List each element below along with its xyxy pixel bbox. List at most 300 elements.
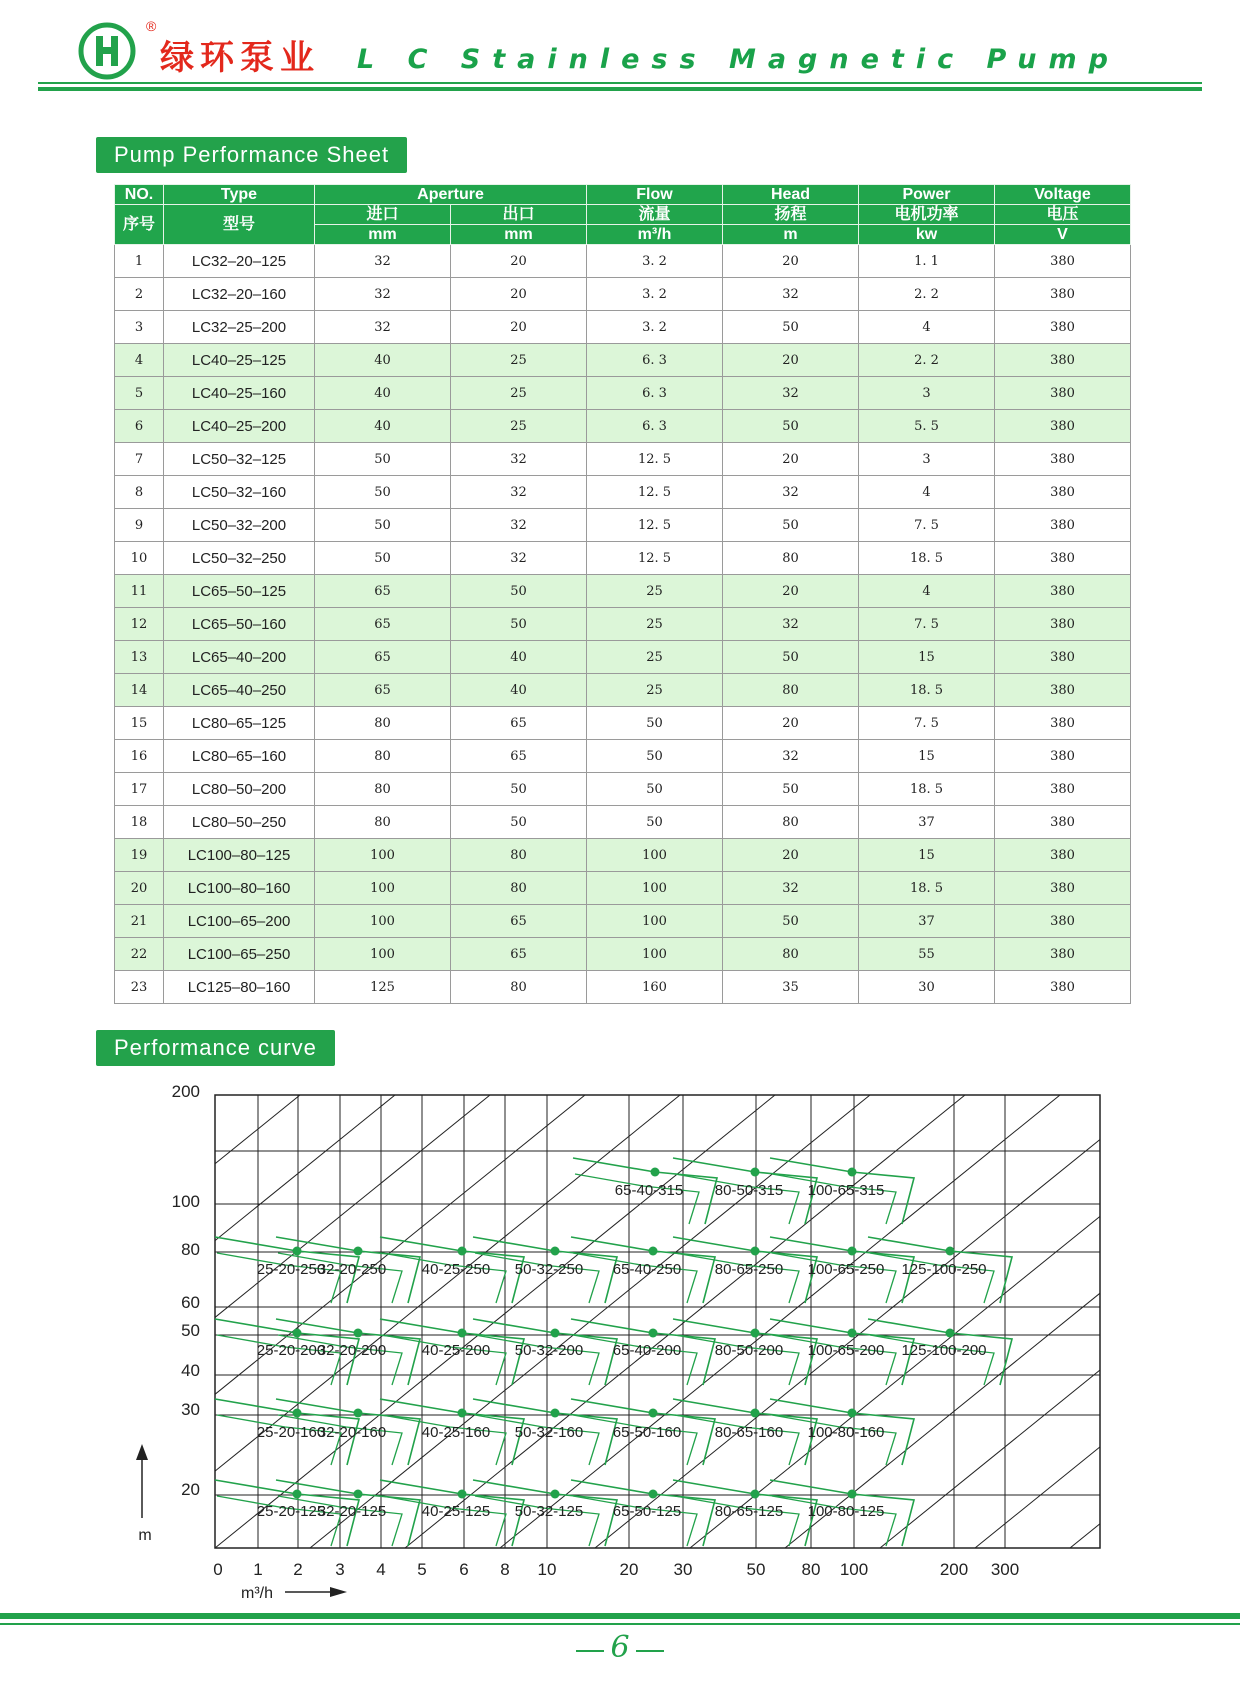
table-cell: LC40–25–125: [164, 344, 315, 377]
pump-duty-point: [751, 1247, 760, 1256]
col-aperture: Aperture: [315, 185, 587, 205]
x-tick-label: 30: [673, 1560, 693, 1579]
table-cell: 80: [315, 773, 451, 806]
table-cell: LC40–25–160: [164, 377, 315, 410]
table-cell: 10: [115, 542, 164, 575]
table-cell: 100: [315, 905, 451, 938]
pump-duty-point: [458, 1409, 467, 1418]
pump-curve-label: 100-80-160: [807, 1424, 885, 1441]
table-cell: 3: [859, 377, 995, 410]
table-cell: 23: [115, 971, 164, 1004]
pump-duty-point: [649, 1329, 658, 1338]
brand-name: 绿环泵业: [160, 38, 320, 78]
pump-curve-label: 25-20-250: [256, 1261, 326, 1278]
table-cell: 50: [587, 740, 723, 773]
table-cell: LC32–20–125: [164, 245, 315, 278]
pump-curve-label: 50-32-200: [514, 1342, 584, 1359]
table-cell: 80: [723, 806, 859, 839]
table-cell: LC65–40–250: [164, 674, 315, 707]
pump-duty-point: [551, 1329, 560, 1338]
table-cell: 380: [995, 641, 1131, 674]
table-cell: 160: [587, 971, 723, 1004]
table-cell: 22: [115, 938, 164, 971]
y-tick-label: 30: [181, 1400, 200, 1419]
col-no-cn: 序号: [115, 205, 164, 245]
table-cell: 2: [115, 278, 164, 311]
y-unit-label: m: [138, 1527, 152, 1544]
table-cell: 40: [451, 674, 587, 707]
table-cell: 6: [115, 410, 164, 443]
table-cell: 50: [451, 773, 587, 806]
iso-power-line: [785, 1095, 1240, 1548]
table-cell: 3: [115, 311, 164, 344]
table-cell: 50: [587, 707, 723, 740]
pump-curve-label: 65-50-125: [612, 1503, 682, 1520]
table-cell: 32: [315, 311, 451, 344]
y-tick-label: 100: [171, 1192, 200, 1211]
table-cell: 25: [587, 641, 723, 674]
table-cell: 380: [995, 377, 1131, 410]
pump-curve-label: 65-40-200: [612, 1342, 682, 1359]
table-cell: 40: [315, 377, 451, 410]
pump-duty-point: [751, 1168, 760, 1177]
pump-curve-label: 40-25-200: [421, 1342, 491, 1359]
table-cell: 50: [723, 905, 859, 938]
table-cell: 32: [723, 608, 859, 641]
table-cell: 20: [451, 311, 587, 344]
table-cell: LC125–80–160: [164, 971, 315, 1004]
iso-power-line: [0, 1095, 300, 1548]
table-cell: LC100–65–200: [164, 905, 315, 938]
x-tick-label: 0: [213, 1560, 223, 1579]
table-cell: 40: [315, 344, 451, 377]
table-cell: 80: [315, 806, 451, 839]
table-cell: 380: [995, 707, 1131, 740]
table-cell: 25: [587, 608, 723, 641]
table-cell: 65: [315, 608, 451, 641]
table-cell: 6. 3: [587, 377, 723, 410]
table-cell: 80: [723, 938, 859, 971]
table-cell: 50: [723, 641, 859, 674]
y-axis-arrowhead: [136, 1444, 148, 1460]
table-cell: 32: [315, 245, 451, 278]
iso-power-line: [120, 1095, 680, 1548]
table-cell: 7. 5: [859, 608, 995, 641]
table-cell: 380: [995, 872, 1131, 905]
table-cell: 50: [315, 509, 451, 542]
table-cell: 32: [723, 740, 859, 773]
table-cell: 100: [587, 905, 723, 938]
chart-frame: [215, 1095, 1100, 1548]
table-cell: 32: [723, 476, 859, 509]
x-tick-label: 300: [990, 1560, 1020, 1579]
table-cell: 3: [859, 443, 995, 476]
table-cell: 17: [115, 773, 164, 806]
pump-curve-label: 80-50-200: [714, 1342, 784, 1359]
table-cell: 380: [995, 542, 1131, 575]
table-cell: 25: [451, 410, 587, 443]
pump-duty-point: [848, 1409, 857, 1418]
table-cell: 50: [315, 542, 451, 575]
pump-curve-label: 65-40-250: [612, 1261, 682, 1278]
table-cell: 7. 5: [859, 707, 995, 740]
table-cell: 3. 2: [587, 278, 723, 311]
table-cell: 100: [315, 872, 451, 905]
table-cell: 12. 5: [587, 443, 723, 476]
table-cell: 380: [995, 311, 1131, 344]
table-cell: 100: [315, 839, 451, 872]
table-cell: LC65–50–125: [164, 575, 315, 608]
table-cell: 380: [995, 575, 1131, 608]
table-cell: 6. 3: [587, 410, 723, 443]
table-cell: 2. 2: [859, 278, 995, 311]
table-cell: 18. 5: [859, 773, 995, 806]
pump-curve-label: 100-65-315: [807, 1182, 885, 1199]
table-cell: 20: [723, 443, 859, 476]
x-tick-label: 8: [500, 1560, 510, 1579]
pump-curve-label: 40-25-160: [421, 1424, 491, 1441]
table-cell: 380: [995, 443, 1131, 476]
table-cell: LC80–65–125: [164, 707, 315, 740]
col-inlet-cn: 进口: [315, 205, 451, 225]
table-cell: 13: [115, 641, 164, 674]
col-flow: Flow: [587, 185, 723, 205]
pump-duty-point: [848, 1329, 857, 1338]
y-tick-label: 50: [181, 1321, 200, 1340]
x-unit-label: m³/h: [241, 1585, 273, 1602]
table-cell: 18. 5: [859, 542, 995, 575]
table-cell: 3. 2: [587, 311, 723, 344]
table-cell: 25: [587, 575, 723, 608]
table-cell: 380: [995, 773, 1131, 806]
col-power: Power: [859, 185, 995, 205]
unit-head: m: [723, 225, 859, 245]
unit-voltage: V: [995, 225, 1131, 245]
table-cell: 32: [451, 443, 587, 476]
iso-power-line: [595, 1095, 1155, 1548]
table-cell: 65: [451, 905, 587, 938]
table-cell: 100: [587, 839, 723, 872]
y-tick-label: 60: [181, 1293, 200, 1312]
table-cell: 12: [115, 608, 164, 641]
pump-duty-point: [354, 1409, 363, 1418]
table-cell: 50: [587, 773, 723, 806]
pump-curve-label: 25-20-200: [256, 1342, 326, 1359]
table-cell: 50: [451, 608, 587, 641]
table-cell: 20: [451, 245, 587, 278]
table-cell: 50: [587, 806, 723, 839]
table-cell: 125: [315, 971, 451, 1004]
table-cell: 40: [451, 641, 587, 674]
table-cell: 37: [859, 905, 995, 938]
iso-power-line: [0, 1095, 490, 1548]
table-cell: LC80–50–250: [164, 806, 315, 839]
pump-duty-point: [751, 1490, 760, 1499]
table-cell: 6. 3: [587, 344, 723, 377]
pump-duty-point: [551, 1490, 560, 1499]
pump-duty-point: [458, 1247, 467, 1256]
table-cell: 11: [115, 575, 164, 608]
pump-duty-point: [946, 1247, 955, 1256]
table-cell: 12. 5: [587, 476, 723, 509]
pump-duty-point: [551, 1247, 560, 1256]
table-cell: 380: [995, 344, 1131, 377]
table-cell: LC100–65–250: [164, 938, 315, 971]
header-title: L C Stainless Magnetic Pump: [356, 44, 1120, 75]
table-cell: 4: [859, 311, 995, 344]
table-cell: 80: [451, 971, 587, 1004]
table-cell: 20: [115, 872, 164, 905]
table-cell: 30: [859, 971, 995, 1004]
table-cell: 380: [995, 839, 1131, 872]
iso-power-line: [1165, 1095, 1240, 1548]
table-cell: 50: [451, 806, 587, 839]
table-cell: 7: [115, 443, 164, 476]
pump-curve-label: 25-20-125: [256, 1503, 326, 1520]
sheet-title: Pump Performance Sheet: [96, 137, 407, 173]
table-cell: 18. 5: [859, 674, 995, 707]
pump-duty-point: [649, 1247, 658, 1256]
table-cell: 100: [587, 872, 723, 905]
iso-power-line: [0, 1095, 205, 1548]
pump-duty-point: [293, 1329, 302, 1338]
x-tick-label: 5: [417, 1560, 427, 1579]
col-head-cn: 扬程: [723, 205, 859, 225]
unit-inlet: mm: [315, 225, 451, 245]
pump-duty-point: [946, 1329, 955, 1338]
pump-curve-label: 25-20-160: [256, 1424, 326, 1441]
table-cell: 4: [115, 344, 164, 377]
iso-power-line: [25, 1095, 585, 1548]
x-tick-label: 200: [939, 1560, 969, 1579]
pump-curve-label: 100-65-200: [807, 1342, 885, 1359]
y-tick-label: 80: [181, 1240, 200, 1259]
pump-duty-point: [848, 1168, 857, 1177]
col-no: NO.: [115, 185, 164, 205]
table-cell: LC50–32–160: [164, 476, 315, 509]
pump-duty-point: [354, 1490, 363, 1499]
table-cell: 19: [115, 839, 164, 872]
table-cell: 100: [587, 938, 723, 971]
table-cell: 15: [115, 707, 164, 740]
x-tick-label: 3: [335, 1560, 345, 1579]
table-cell: 7. 5: [859, 509, 995, 542]
pump-curve-label: 80-50-315: [714, 1182, 784, 1199]
table-cell: 80: [315, 740, 451, 773]
pump-duty-point: [649, 1490, 658, 1499]
pump-duty-point: [651, 1168, 660, 1177]
table-cell: 380: [995, 509, 1131, 542]
pump-curve-label: 65-50-160: [612, 1424, 682, 1441]
page-number: 6: [610, 1630, 630, 1665]
table-cell: 25: [587, 674, 723, 707]
x-tick-label: 2: [293, 1560, 303, 1579]
table-cell: 16: [115, 740, 164, 773]
table-cell: 40: [315, 410, 451, 443]
table-cell: 380: [995, 245, 1131, 278]
x-tick-label: 1: [253, 1560, 263, 1579]
pump-curve-label: 50-32-160: [514, 1424, 584, 1441]
y-tick-label: 40: [181, 1361, 200, 1380]
table-cell: 65: [451, 938, 587, 971]
pump-curve-label: 50-32-125: [514, 1503, 584, 1520]
y-tick-label: 20: [181, 1480, 200, 1499]
pump-curve-label: 32-20-160: [317, 1424, 387, 1441]
pump-curve-label: 32-20-250: [317, 1261, 387, 1278]
table-cell: 80: [451, 839, 587, 872]
iso-power-line: [880, 1095, 1240, 1548]
table-cell: 14: [115, 674, 164, 707]
table-cell: 50: [723, 509, 859, 542]
pump-duty-point: [551, 1409, 560, 1418]
pump-duty-point: [354, 1329, 363, 1338]
table-cell: 9: [115, 509, 164, 542]
table-cell: 380: [995, 608, 1131, 641]
table-cell: 65: [315, 575, 451, 608]
table-cell: 50: [315, 443, 451, 476]
table-cell: 50: [723, 410, 859, 443]
table-cell: LC100–80–125: [164, 839, 315, 872]
table-cell: 25: [451, 377, 587, 410]
table-cell: 1. 1: [859, 245, 995, 278]
table-cell: 380: [995, 905, 1131, 938]
col-voltage-cn: 电压: [995, 205, 1131, 225]
curve-title: Performance curve: [96, 1030, 335, 1066]
iso-power-line: [1070, 1095, 1240, 1548]
x-tick-label: 6: [459, 1560, 469, 1579]
table-cell: 20: [451, 278, 587, 311]
x-tick-label: 100: [839, 1560, 869, 1579]
pump-curve-label: 40-25-250: [421, 1261, 491, 1278]
table-cell: 15: [859, 839, 995, 872]
table-cell: LC100–80–160: [164, 872, 315, 905]
table-cell: 5: [115, 377, 164, 410]
pump-curve-label: 80-65-250: [714, 1261, 784, 1278]
pump-curve-label: 32-20-125: [317, 1503, 387, 1520]
pump-duty-point: [751, 1329, 760, 1338]
pump-duty-point: [458, 1329, 467, 1338]
table-cell: LC32–20–160: [164, 278, 315, 311]
table-cell: 35: [723, 971, 859, 1004]
x-tick-label: 80: [801, 1560, 821, 1579]
col-power-cn: 电机功率: [859, 205, 995, 225]
col-type-cn: 型号: [164, 205, 315, 245]
table-cell: LC32–25–200: [164, 311, 315, 344]
table-cell: 65: [315, 641, 451, 674]
table-cell: 3. 2: [587, 245, 723, 278]
x-tick-label: 20: [619, 1560, 639, 1579]
iso-power-line: [0, 1095, 110, 1548]
pump-duty-point: [354, 1247, 363, 1256]
pump-duty-point: [293, 1490, 302, 1499]
table-cell: 8: [115, 476, 164, 509]
table-cell: 1: [115, 245, 164, 278]
unit-flow: m³/h: [587, 225, 723, 245]
table-cell: 21: [115, 905, 164, 938]
table-cell: LC50–32–125: [164, 443, 315, 476]
table-cell: LC80–65–160: [164, 740, 315, 773]
table-cell: 2. 2: [859, 344, 995, 377]
pump-curve-label: 32-20-200: [317, 1342, 387, 1359]
table-cell: 80: [723, 674, 859, 707]
table-cell: 12. 5: [587, 542, 723, 575]
table-cell: 50: [451, 575, 587, 608]
col-head: Head: [723, 185, 859, 205]
table-cell: 32: [723, 872, 859, 905]
table-cell: 65: [315, 674, 451, 707]
table-cell: 15: [859, 740, 995, 773]
table-cell: 50: [315, 476, 451, 509]
pump-duty-point: [649, 1409, 658, 1418]
table-cell: LC80–50–200: [164, 773, 315, 806]
pump-curve-label: 125-100-200: [901, 1342, 987, 1359]
iso-power-line: [0, 1095, 15, 1548]
table-cell: 100: [315, 938, 451, 971]
table-cell: 32: [451, 542, 587, 575]
table-cell: 15: [859, 641, 995, 674]
table-cell: 12. 5: [587, 509, 723, 542]
pump-curve-label: 100-65-250: [807, 1261, 885, 1278]
table-cell: 20: [723, 575, 859, 608]
table-cell: 32: [723, 278, 859, 311]
table-cell: 380: [995, 674, 1131, 707]
pump-curve-label: 65-40-315: [614, 1182, 684, 1199]
pump-duty-point: [293, 1247, 302, 1256]
col-outlet-cn: 出口: [451, 205, 587, 225]
y-tick-label: 200: [171, 1082, 200, 1101]
table-cell: 32: [315, 278, 451, 311]
footer-rule-thick: [0, 1613, 1240, 1619]
x-tick-label: 4: [376, 1560, 386, 1579]
table-cell: 32: [451, 476, 587, 509]
table-cell: 32: [451, 509, 587, 542]
pump-curve-label: 125-100-250: [901, 1261, 987, 1278]
table-cell: 80: [723, 542, 859, 575]
table-cell: LC40–25–200: [164, 410, 315, 443]
table-cell: 380: [995, 278, 1131, 311]
table-cell: 20: [723, 839, 859, 872]
col-type: Type: [164, 185, 315, 205]
x-axis-arrowhead: [330, 1587, 347, 1597]
table-cell: 65: [451, 740, 587, 773]
table-cell: 380: [995, 806, 1131, 839]
table-cell: 32: [723, 377, 859, 410]
table-cell: 20: [723, 344, 859, 377]
x-tick-label: 50: [746, 1560, 766, 1579]
table-cell: 50: [723, 311, 859, 344]
iso-power-line: [975, 1095, 1240, 1548]
table-cell: 18. 5: [859, 872, 995, 905]
table-cell: LC65–50–160: [164, 608, 315, 641]
pump-duty-point: [848, 1247, 857, 1256]
table-cell: LC50–32–200: [164, 509, 315, 542]
table-cell: 37: [859, 806, 995, 839]
table-cell: 4: [859, 476, 995, 509]
table-cell: 20: [723, 707, 859, 740]
col-flow-cn: 流量: [587, 205, 723, 225]
table-cell: 380: [995, 476, 1131, 509]
table-cell: 55: [859, 938, 995, 971]
table-cell: 4: [859, 575, 995, 608]
table-cell: 5. 5: [859, 410, 995, 443]
table-cell: 25: [451, 344, 587, 377]
pump-duty-point: [458, 1490, 467, 1499]
table-cell: 380: [995, 740, 1131, 773]
table-cell: 380: [995, 938, 1131, 971]
x-tick-label: 10: [537, 1560, 557, 1579]
table-cell: 380: [995, 410, 1131, 443]
pump-curve-label: 80-65-125: [714, 1503, 784, 1520]
